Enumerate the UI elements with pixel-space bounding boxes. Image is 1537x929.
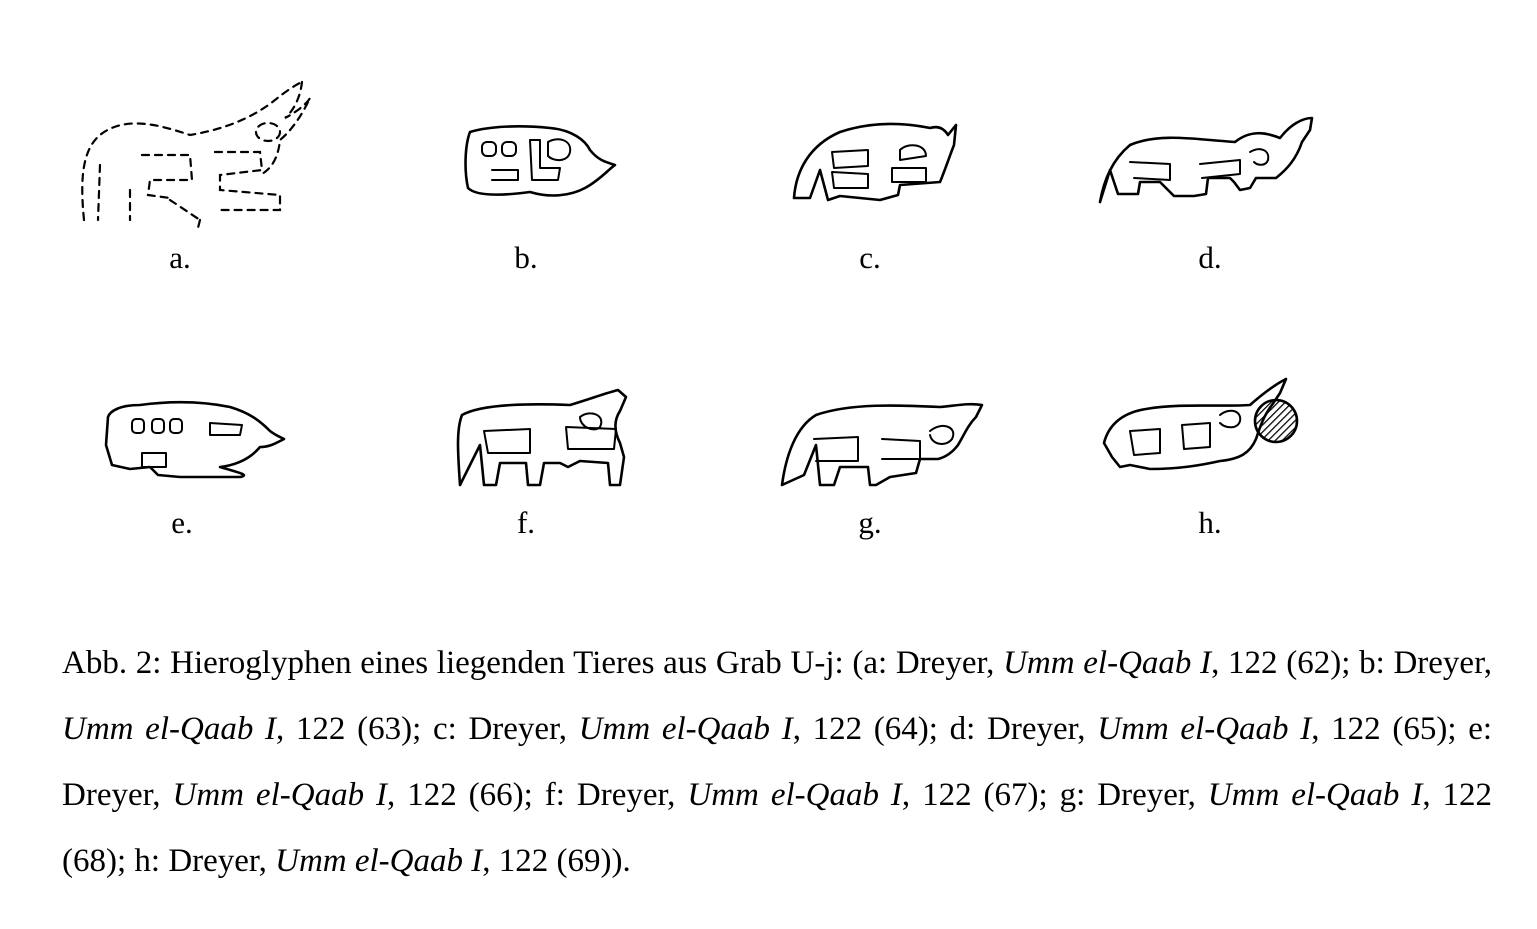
figure-label: d.: [1198, 240, 1222, 275]
lying-animal-glyph-b: [440, 70, 700, 240]
lying-animal-glyph-d: [1090, 70, 1350, 240]
caption-book-title: Umm el-Qaab I: [1003, 645, 1212, 681]
caption-book-title: Umm el-Qaab I: [1207, 777, 1423, 813]
caption-book-title: Umm el-Qaab I: [172, 777, 388, 813]
caption-ref-prefix: ; h: Dreyer,: [116, 843, 276, 879]
figure-c: [780, 70, 1040, 275]
figure-g: [770, 335, 1030, 540]
lying-animal-glyph-c: [780, 70, 1040, 240]
figure-caption: [62, 630, 1492, 894]
caption-tail: ).: [611, 843, 631, 879]
caption-ref-prefix: ; e: Dreyer,: [62, 711, 1493, 813]
caption-ref-prefix: ; g: Dreyer,: [1038, 777, 1208, 813]
caption-ref-page: , 122 (64): [792, 711, 929, 747]
caption-ref-prefix: a: Dreyer,: [863, 645, 1004, 681]
caption-book-title: Umm el-Qaab I: [62, 711, 276, 747]
figure-a: [70, 70, 330, 275]
lying-animal-glyph-g: [770, 335, 1030, 505]
figure-label: e.: [171, 505, 193, 540]
caption-lead: Abb. 2: Hieroglyphen eines liegenden Tieres aus Grab U-j: (: [62, 645, 864, 681]
figure-label: c.: [859, 240, 881, 275]
caption-ref-page: , 122 (68): [62, 777, 1493, 879]
caption-ref-page: , 122 (66): [387, 777, 524, 813]
caption-ref-prefix: ; c: Dreyer,: [412, 711, 579, 747]
caption-ref-prefix: ; f: Dreyer,: [523, 777, 688, 813]
caption-book-title: Umm el-Qaab I: [687, 777, 902, 813]
caption-ref-page: , 122 (69): [482, 843, 612, 879]
figure-e: [100, 335, 360, 540]
figure-label: h.: [1198, 505, 1222, 540]
figure-label: b.: [514, 240, 538, 275]
caption-ref-prefix: ; b: Dreyer,: [1341, 645, 1492, 681]
caption-book-title: Umm el-Qaab I: [578, 711, 793, 747]
lying-animal-glyph-a: [70, 70, 330, 240]
lying-animal-glyph-e: [100, 335, 360, 505]
figure-d: [1090, 70, 1350, 275]
caption-book-title: Umm el-Qaab I: [1097, 711, 1312, 747]
lying-animal-glyph-h: [1090, 335, 1350, 505]
figure-label: g.: [858, 505, 882, 540]
lying-animal-glyph-f: [440, 335, 700, 505]
figure-b: [440, 70, 700, 275]
figure-h: [1090, 335, 1350, 540]
figure-label: f.: [516, 505, 536, 540]
caption-ref-prefix: ; d: Dreyer,: [928, 711, 1098, 747]
caption-ref-page: , 122 (65): [1311, 711, 1448, 747]
caption-ref-page: , 122 (63): [276, 711, 413, 747]
figure-label: a.: [169, 240, 191, 275]
caption-book-title: Umm el-Qaab I: [275, 843, 483, 879]
figure-f: [440, 335, 700, 540]
caption-ref-page: , 122 (62): [1211, 645, 1342, 681]
caption-ref-page: , 122 (67): [901, 777, 1039, 813]
